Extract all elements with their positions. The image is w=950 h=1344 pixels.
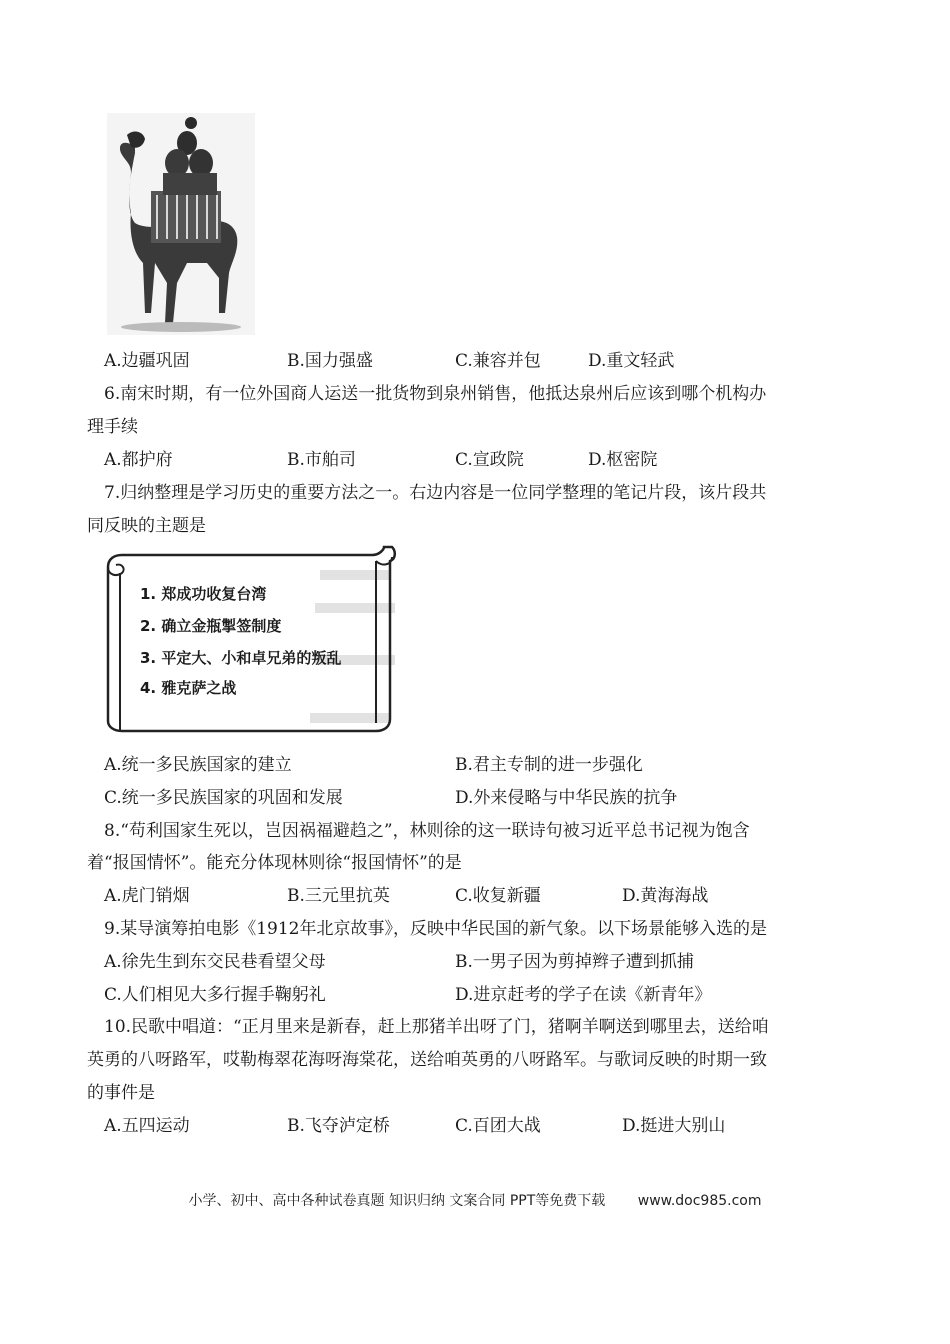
q6-stem-line-2: 理手续: [87, 417, 138, 437]
q8-option-a: A.虎门销烟: [104, 886, 190, 906]
q7-option-a: A.统一多民族国家的建立: [104, 755, 292, 775]
q8-stem-line-1: 8.“苟利国家生死以，岂因祸福避趋之”，林则徐的这一联诗句被习近平总书记视为饱含: [104, 821, 750, 841]
q10-option-d: D.挺进大别山: [622, 1116, 726, 1136]
q7-option-c: C.统一多民族国家的巩固和发展: [104, 788, 343, 808]
q6-option-a: A.都护府: [104, 450, 173, 470]
q9-option-a: A.徐先生到东交民巷看望父母: [104, 952, 326, 972]
q5-option-d: D.重文轻武: [588, 351, 675, 371]
q7-stem-line-2: 同反映的主题是: [87, 516, 206, 536]
q10-option-c: C.百团大战: [455, 1116, 541, 1136]
q9-option-b: B.一男子因为剪掉辫子遭到抓捕: [455, 952, 694, 972]
q5-option-c: C.兼容并包: [455, 351, 541, 371]
q9-option-d: D.进京赶考的学子在读《新青年》: [455, 985, 712, 1005]
q8-stem-line-2: 着“报国情怀”。能充分体现林则徐“报国情怀”的是: [87, 853, 462, 873]
q10-stem-line-2: 英勇的八呀路军，哎勒梅翠花海呀海棠花，送给咱英勇的八呀路军。与歌词反映的时期一致: [87, 1050, 767, 1070]
q6-stem-line-1: 6.南宋时期，有一位外国商人运送一批货物到泉州销售，他抵达泉州后应该到哪个机构办: [104, 384, 767, 404]
q6-option-d: D.枢密院: [588, 450, 658, 470]
scroll-item-3: 3. 平定大、小和卓兄弟的叛乱: [140, 649, 342, 667]
q6-option-b: B.市舶司: [287, 450, 356, 470]
scroll-item-1: 1. 郑成功收复台湾: [140, 585, 267, 603]
q9-stem-line-1: 9.某导演筹拍电影《1912年北京故事》，反映中华民国的新气象。以下场景能够入选的是: [104, 919, 767, 939]
q6-option-c: C.宣政院: [455, 450, 524, 470]
q10-option-a: A.五四运动: [104, 1116, 190, 1136]
page-footer: [0, 1190, 950, 1210]
q8-option-b: B.三元里抗英: [287, 886, 390, 906]
q10-stem-line-3: 的事件是: [87, 1083, 155, 1103]
scroll-item-2: 2. 确立金瓶掣签制度: [140, 617, 282, 635]
q10-option-b: B.飞夺泸定桥: [287, 1116, 390, 1136]
q7-option-d: D.外来侵略与中华民族的抗争: [455, 788, 678, 808]
q8-option-c: C.收复新疆: [455, 886, 541, 906]
q5-option-b: B.国力强盛: [287, 351, 373, 371]
notes-scroll-image: [100, 545, 405, 735]
q10-stem-line-1: 10.民歌中唱道：“正月里来是新春，赶上那猪羊出呀了门，猪啊羊啊送到哪里去，送给咱: [104, 1017, 769, 1037]
camel-figurine-image: [107, 113, 255, 335]
q8-option-d: D.黄海海战: [622, 886, 709, 906]
q7-option-b: B.君主专制的进一步强化: [455, 755, 643, 775]
scroll-item-4: 4. 雅克萨之战: [140, 679, 237, 697]
footer-text: 小学、初中、高中各种试卷真题 知识归纳 文案合同 PPT等免费下载: [188, 1193, 606, 1209]
q7-stem-line-1: 7.归纳整理是学习历史的重要方法之一。右边内容是一位同学整理的笔记片段，该片段共: [104, 483, 767, 503]
footer-url[interactable]: www.doc985.com: [637, 1193, 762, 1209]
q9-option-c: C.人们相见大多行握手鞠躬礼: [104, 985, 326, 1005]
q5-option-a: A.边疆巩固: [104, 351, 190, 371]
